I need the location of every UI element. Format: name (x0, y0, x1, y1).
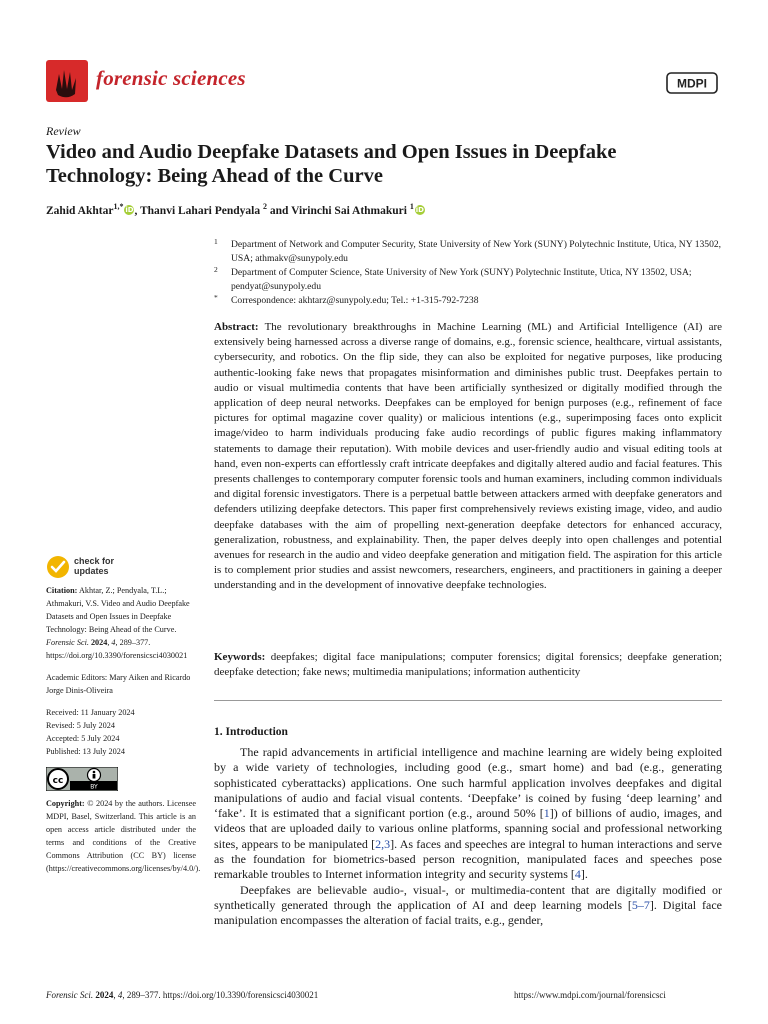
dates-block (46, 706, 196, 758)
paragraph-text: The rapid advancements in artificial intelligence and machine learning are widely being exploited by a wide variety of technologies, including good (e.g., smart home) and bad (e.g., generating sophisticated cyberattacks) applications. One such harmful application involves deepfakes and digital manipulations of audio and facial visual contents. ‘Deepfake’ is coined by fusing ‘deep learning’ and ‘fake’. It is estimated that a significant portion (e.g., around 50% [ (214, 745, 722, 821)
paragraph-text: Deepfakes are believable audio-, visual-, or multimedia-content that are digitally modified or synthetically generated through the application of AI and deep learning models [ (214, 882, 722, 912)
keywords-text: deepfakes; digital face manipulations; computer forensics; digital forensics; deepfake generation; deepfake detection; fake news; multimedia manipulations; information authenticity (214, 651, 722, 679)
footer-citation: Forensic Sci. 2024, 4, 289–377. https://doi.org/10.3390/forensicsci4030021 (46, 990, 319, 1000)
paragraph-text: ]) of billions of audio, images, and videos that are uploaded daily to various online platforms, spanning social and professional networking sites, appears to be manipulated [ (214, 806, 722, 851)
orcid-icon[interactable]: iD (415, 205, 424, 214)
author-name[interactable]: Virinchi Sai Athmakuri (291, 204, 407, 217)
author-name[interactable]: Thanvi Lahari Pendyala (139, 204, 261, 217)
accepted-date: Accepted: 5 July 2024 (46, 734, 120, 743)
correspondence-text: Correspondence: akhtarz@sunypoly.edu; Tel.: +1-315-792-7238 (231, 295, 479, 306)
footer-year: 2024 (95, 990, 114, 1000)
paragraph-text: ]. As faces and speeches are integral to human interactions and serve as the foundation for biometrics-based person recognition, manipulated faces and speeches pose remarkable troubles to Internet information integrity and security systems [ (214, 836, 723, 882)
author-list (46, 202, 425, 217)
citation-link[interactable]: 1 (543, 806, 550, 821)
copyright-block (46, 797, 201, 875)
citation-year: 2024 (90, 638, 108, 647)
paragraph-text: ]. Digital face manipulation encompasses the alteration of facial traits, e.g., gender, (214, 897, 722, 928)
affiliation-item (214, 294, 734, 308)
citation-text: Akhtar, Z.; Pendyala, T.L.; Athmakuri, V.S. Video and Audio Deepfake Datasets and Open Issues in Deepfake Technology: Being Ahead of the Curve. (46, 586, 190, 634)
section-divider (214, 700, 722, 701)
citation-journal: Forensic Sci. (46, 638, 89, 647)
article-type: Review (46, 124, 81, 138)
copyright-text: © 2024 by the authors. Licensee MDPI, Basel, Switzerland. This article is an open access article distributed under the terms and conditions of the Creative Commons Attribution (CC BY) license (https://creativecommons.org/licenses/by/4.0/). (46, 799, 201, 873)
author-separator: and (267, 204, 292, 217)
mdpi-logo-icon[interactable] (666, 72, 718, 94)
citation-link[interactable]: 4 (574, 867, 581, 882)
abstract (214, 320, 722, 594)
svg-text:cc: cc (52, 776, 64, 786)
citation-link[interactable]: 5–7 (631, 897, 650, 912)
footer-journal-url[interactable]: https://www.mdpi.com/journal/forensicsci (514, 990, 666, 1000)
check-for-updates-button[interactable] (46, 554, 156, 580)
affiliation-item (214, 238, 734, 265)
orcid-icon[interactable]: iD (125, 205, 134, 214)
revised-date: Revised: 5 July 2024 (46, 721, 115, 730)
paragraph-text: ]. (580, 867, 588, 882)
author-affiliation-sup: 2 (263, 202, 267, 211)
affiliation-text: Department of Network and Computer Security, State University of New York (SUNY) Polytechnic Institute, Utica, NY 13502, USA; athmakv@sunypoly.edu (231, 239, 722, 264)
author-affiliation-sup: 1 (409, 202, 414, 211)
received-date: Received: 11 January 2024 (46, 708, 135, 717)
editors-block: Academic Editors: Mary Aiken and Ricardo Jorge Dinis-Oliveira (46, 673, 191, 695)
cc-by-license-icon[interactable] (46, 767, 118, 791)
article-title: Video and Audio Deepfake Datasets and Open Issues in Deepfake Technology: Being Ahead of the Curve (46, 141, 617, 187)
author-name[interactable]: Zahid Akhtar (46, 204, 114, 217)
paragraph (214, 745, 722, 883)
affiliation-number: 2 (214, 265, 218, 274)
abstract-label: Abstract: (214, 321, 259, 333)
mdpi-logo-text: MDPI (677, 76, 707, 91)
keywords-label: Keywords: (214, 651, 266, 663)
citation-volume: 4 (111, 638, 116, 647)
journal-name[interactable]: forensic sciences (96, 66, 246, 90)
journal-logo-icon (46, 60, 88, 102)
published-date: Published: 13 July 2024 (46, 747, 125, 756)
footer-doi-link[interactable]: , 289–377. https://doi.org/10.3390/forensicsci4030021 (122, 990, 319, 1000)
paragraph (214, 883, 722, 929)
check-updates-label: check for updates (74, 556, 115, 576)
section-heading: 1. Introduction (214, 726, 288, 738)
affiliation-item (214, 266, 734, 293)
citation-label: Citation: (46, 586, 78, 595)
cc-by-label: BY (90, 783, 98, 791)
citation-link[interactable]: 2,3 (375, 836, 391, 851)
affiliation-number: * (214, 293, 218, 302)
introduction-body (214, 745, 722, 929)
author-separator: , (134, 204, 140, 217)
affiliation-number: 1 (214, 237, 218, 246)
sidebar-info (46, 584, 201, 884)
footer-volume: 4 (117, 990, 123, 1000)
footer-journal: Forensic Sci. (46, 990, 94, 1000)
keywords (214, 650, 722, 680)
copyright-label: Copyright: (46, 799, 85, 808)
author-affiliation-sup: 1,* (113, 202, 124, 211)
citation-doi[interactable]: , 289–377. https://doi.org/10.3390/forensicsci4030021 (46, 638, 188, 660)
affiliations (214, 238, 734, 309)
affiliation-text: Department of Computer Science, State University of New York (SUNY) Polytechnic Institute, Utica, NY 13502, USA; pendyat@sunypoly.edu (231, 267, 692, 292)
abstract-text: The revolutionary breakthroughs in Machine Learning (ML) and Artificial Intelligence (AI) are extensively being harnessed across a diverse range of domains, e.g., forensic science, healthcare, virtual assistants, cybersecurity, and robotics. On the flip side, they can also be exploited for negative purposes, like producing authentic-looking fake news that propagates misinformation and diminishes public trust. Deepfakes pertain to audio or visual multimedia contents that have been artificially synthesized or digitally modified through the application of deep neural networks. Deepfakes can be employed for benign purposes (e.g., refinement of face pictures for optimal magazine cover quality) or malicious intentions (e.g., superimposing faces onto explicit image/video to harm individuals producing fake audio recordings of public figures making inflammatory statements to damage their reputation). With mobile devices and user-friendly audio and visual editing tools at hand, even non-experts can effortlessly craft intricate deepfakes and digitally altered audio and facial features. This presents challenges to contemporary computer forensic tools and human examiners, including common individuals and digital forensic investigators. There is a perpetual battle between attackers armed with deepfake generators and defenders utilizing deepfake detectors. This paper first comprehensively reviews existing image, video, and audio deepfake databases with the aim of propelling next-generation deepfake detectors for enhanced accuracy, generalization, robustness, and explainability. Then, the paper delves deeply into open challenges and potential avenues for research in the audio and video deepfake generation and mitigation field. The aspiration for this article is to complement prior studies and assist newcomers, researchers, engineers, and practitioners in gaining a deeper understanding and in the development of innovative deepfake technologies. (214, 321, 722, 592)
citation-block: Citation: Akhtar, Z.; Pendyala, T.L.; Athmakuri, V.S. Video and Audio Deepfake Datasets and Open Issues in Deepfake Technology: Being Ahead of the Curve. Forensic Sci. 2024, 4, 289–377. https://doi.org/10.3390/forensicsci4030021 (46, 586, 190, 660)
